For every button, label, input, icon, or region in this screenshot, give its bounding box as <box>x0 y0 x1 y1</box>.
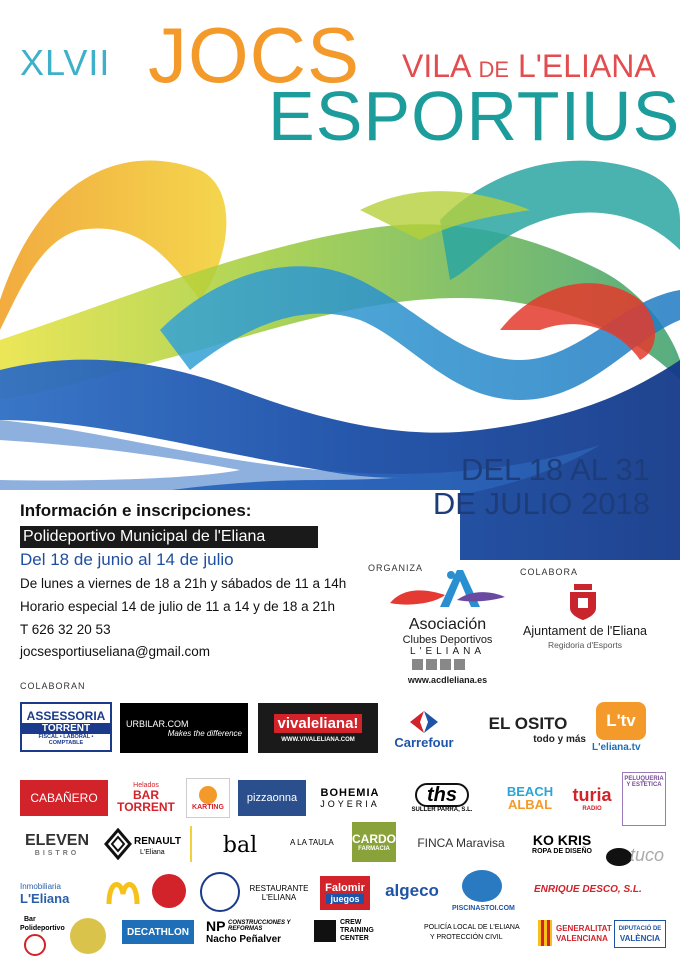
assessoria-text: ASSESSORIA <box>26 708 106 723</box>
karting-text: KARTING <box>192 803 224 811</box>
venue-banner: Polideportivo Municipal de l'Eliana <box>20 526 318 548</box>
decathlon-logo: DECATHLON <box>122 920 194 944</box>
title-vila-de: DE <box>478 57 510 82</box>
suller-sub: SULLER PARRA, S.L. <box>411 807 473 813</box>
renault-sub: L'Eliana <box>140 849 165 856</box>
vivaleliana-logo <box>258 703 378 753</box>
bar-poli-name: Polideportivo <box>20 925 65 932</box>
dates-line1: DEL 18 AL 31 <box>460 452 650 487</box>
diputacio-line2: VALÈNCIA <box>619 934 661 943</box>
karting-logo <box>186 778 230 818</box>
cardo-sub: FARMACIA <box>358 846 390 852</box>
inmobiliaria-text: Inmobiliaria <box>20 882 61 891</box>
piscinas-text: PISCINASTOI.COM <box>452 905 515 912</box>
generalitat-line2: VALENCIANA <box>556 934 608 943</box>
info-phone: T 626 32 20 53 <box>20 622 111 637</box>
bar-poli-text: Bar <box>24 916 36 923</box>
bohemia-text: BOHEMIA <box>320 787 380 799</box>
albal-text: ALBAL <box>507 797 553 812</box>
bar-poli-ball-icon <box>24 934 46 956</box>
facebook-icon[interactable] <box>412 659 423 670</box>
colaboran-label: COLABORAN <box>20 681 86 691</box>
urbilar-logo <box>120 703 248 753</box>
elosito-logo <box>470 704 586 754</box>
assessoria-sub: FISCAL • LABORAL • COMPTABLE <box>38 733 94 746</box>
elosito-sub: todo y más <box>533 733 586 745</box>
acd-web[interactable]: www.acdleliana.es <box>407 675 488 685</box>
dates-line2: DE JULIO 2018 <box>432 486 650 521</box>
policia-line2: Y PROTECCIÓN CIVIL <box>430 934 503 941</box>
falomir-logo <box>320 876 370 910</box>
kokris-text: KO KRIS <box>532 831 592 848</box>
np-sub: CONSTRUCCIONES Y REFORMAS <box>228 920 291 932</box>
club-badge-icon <box>200 872 240 912</box>
bohemia-sub: JOYERIA <box>320 799 380 809</box>
bar-torrent-logo <box>116 775 176 819</box>
enrique-desco-text: ENRIQUE DESCO, S.L. <box>534 884 642 895</box>
urbilar-sub: Makes the difference <box>167 728 242 738</box>
restaurante-text: RESTAURANTE <box>249 884 309 893</box>
organiza-label: ORGANIZA <box>368 563 424 573</box>
eleven-text: ELEVEN <box>24 831 89 849</box>
diputacio-line1: DIPUTACIÓ DE <box>618 926 662 932</box>
suller-text: ths <box>415 783 469 807</box>
finca-maravisa-logo: FINCA Maravisa <box>417 836 505 850</box>
info-heading: Información e inscripciones: <box>20 501 252 520</box>
np-logo: NP <box>206 918 226 934</box>
carrefour-icon <box>406 709 442 735</box>
bar-torrent-top: Helados <box>133 781 159 789</box>
kokris-sub: ROPA DE DISEÑO <box>532 847 592 855</box>
kokris-logo <box>524 826 600 860</box>
beach-text: BEACH <box>506 784 554 799</box>
restaurant-badge-icon <box>70 918 106 954</box>
cardo-logo <box>352 822 396 862</box>
urbilar-text: URBILAR.COM <box>126 718 189 729</box>
title-vila-a: VILA <box>402 48 479 84</box>
alatoula-text: A LA TAULA <box>290 838 334 847</box>
instagram-icon[interactable] <box>440 659 451 670</box>
restaurante-logo <box>246 876 312 910</box>
piscinas-icon <box>462 870 502 902</box>
inmobiliaria-logo <box>20 876 98 912</box>
leliana-tv-icon: L'tv <box>596 702 646 740</box>
carrefour-logo <box>386 700 462 758</box>
falomir-sub: juegos <box>326 894 363 904</box>
title-jocs: JOCS <box>148 11 361 99</box>
beach-albal-logo <box>500 780 560 816</box>
acd-logo-icon <box>385 565 510 615</box>
torrent-text: TORRENT <box>22 723 110 734</box>
suller-parra-logo <box>394 779 490 817</box>
mcdonalds-icon <box>106 876 140 906</box>
ajuntament-shield-icon <box>566 582 600 622</box>
info-hours: De lunes a viernes de 18 a 21h y sábados de 11 a 14h <box>20 576 347 591</box>
renault-icon <box>104 828 132 860</box>
acd-name-2: Clubes Deportivos <box>402 634 493 646</box>
cocacola-icon <box>152 874 186 908</box>
colabora-label: COLABORA <box>520 567 579 577</box>
carrefour-text: Carrefour <box>394 734 454 750</box>
social-icons <box>412 659 465 670</box>
eleven-logo <box>20 826 94 862</box>
acd-name-1: Asociación <box>408 616 487 633</box>
cardo-text: CARDO <box>352 832 396 846</box>
bar-torrent-text: BAR TORRENT <box>117 787 175 814</box>
ajuntament-sub: Regidoria d'Esports <box>548 640 622 650</box>
falomir-text: Falomir <box>325 882 365 894</box>
elosito-text: EL OSITO <box>488 713 568 733</box>
ajuntament-name: Ajuntament de l'Eliana <box>523 624 647 638</box>
generalitat-flag-icon <box>538 920 552 946</box>
bal-logo: bal <box>222 832 258 858</box>
title-vila-b: L'ELIANA <box>509 48 656 84</box>
generalitat-line1: GENERALITAT <box>556 924 612 933</box>
toucan-icon <box>606 848 632 866</box>
policia-line1: POLICÍA LOCAL DE L'ELIANA <box>424 924 520 931</box>
info-email[interactable]: jocsesportiuseliana@gmail.com <box>20 644 211 659</box>
title-esportius: ESPORTIUS <box>268 77 680 155</box>
twitter-icon[interactable] <box>426 659 437 670</box>
restaurante-name: L'ELIANA <box>261 893 297 902</box>
info-special-hours: Horario especial 14 de julio de 11 a 14 y de 18 a 21h <box>20 599 335 614</box>
event-dates <box>433 453 650 521</box>
inmobiliaria-name: L'Eliana <box>20 891 70 906</box>
registration-dates: Del 18 de junio al 14 de julio <box>20 550 234 569</box>
turia-sub: RADIO <box>582 805 602 812</box>
vivaleliana-sub: WWW.VIVALELIANA.COM <box>281 736 355 743</box>
tuco-text: tuco <box>630 845 665 865</box>
eleven-sub: BISTRO <box>34 849 80 857</box>
divider <box>190 826 192 862</box>
assessoria-logo <box>20 702 112 752</box>
vivaleliana-text: vivaleliana! <box>274 714 363 733</box>
diputacio-logo <box>614 920 666 948</box>
peluqueria-logo: PELUQUERIA Y ESTETICA <box>622 772 666 826</box>
acd-name-3: L'ELIANA <box>409 646 486 657</box>
bohemia-logo <box>314 780 386 816</box>
youtube-icon[interactable] <box>454 659 465 670</box>
turia-text: turia <box>572 784 612 805</box>
algeco-logo: algeco <box>385 881 439 900</box>
pizzaonna-logo: pizzaonna <box>238 780 306 816</box>
crew-icon <box>314 920 336 942</box>
np-name: Nacho Peñalver <box>206 934 282 945</box>
turia-radio-logo <box>566 778 618 818</box>
karting-icon <box>199 786 217 804</box>
renault-text: RENAULT <box>134 836 182 847</box>
edition-number: XLVII <box>20 42 111 83</box>
cabanero-logo: CABAÑERO <box>20 780 108 816</box>
leliana-tv-text: L'eliana.tv <box>592 742 641 753</box>
crew-text: CREW TRAINING CENTER <box>340 919 374 942</box>
